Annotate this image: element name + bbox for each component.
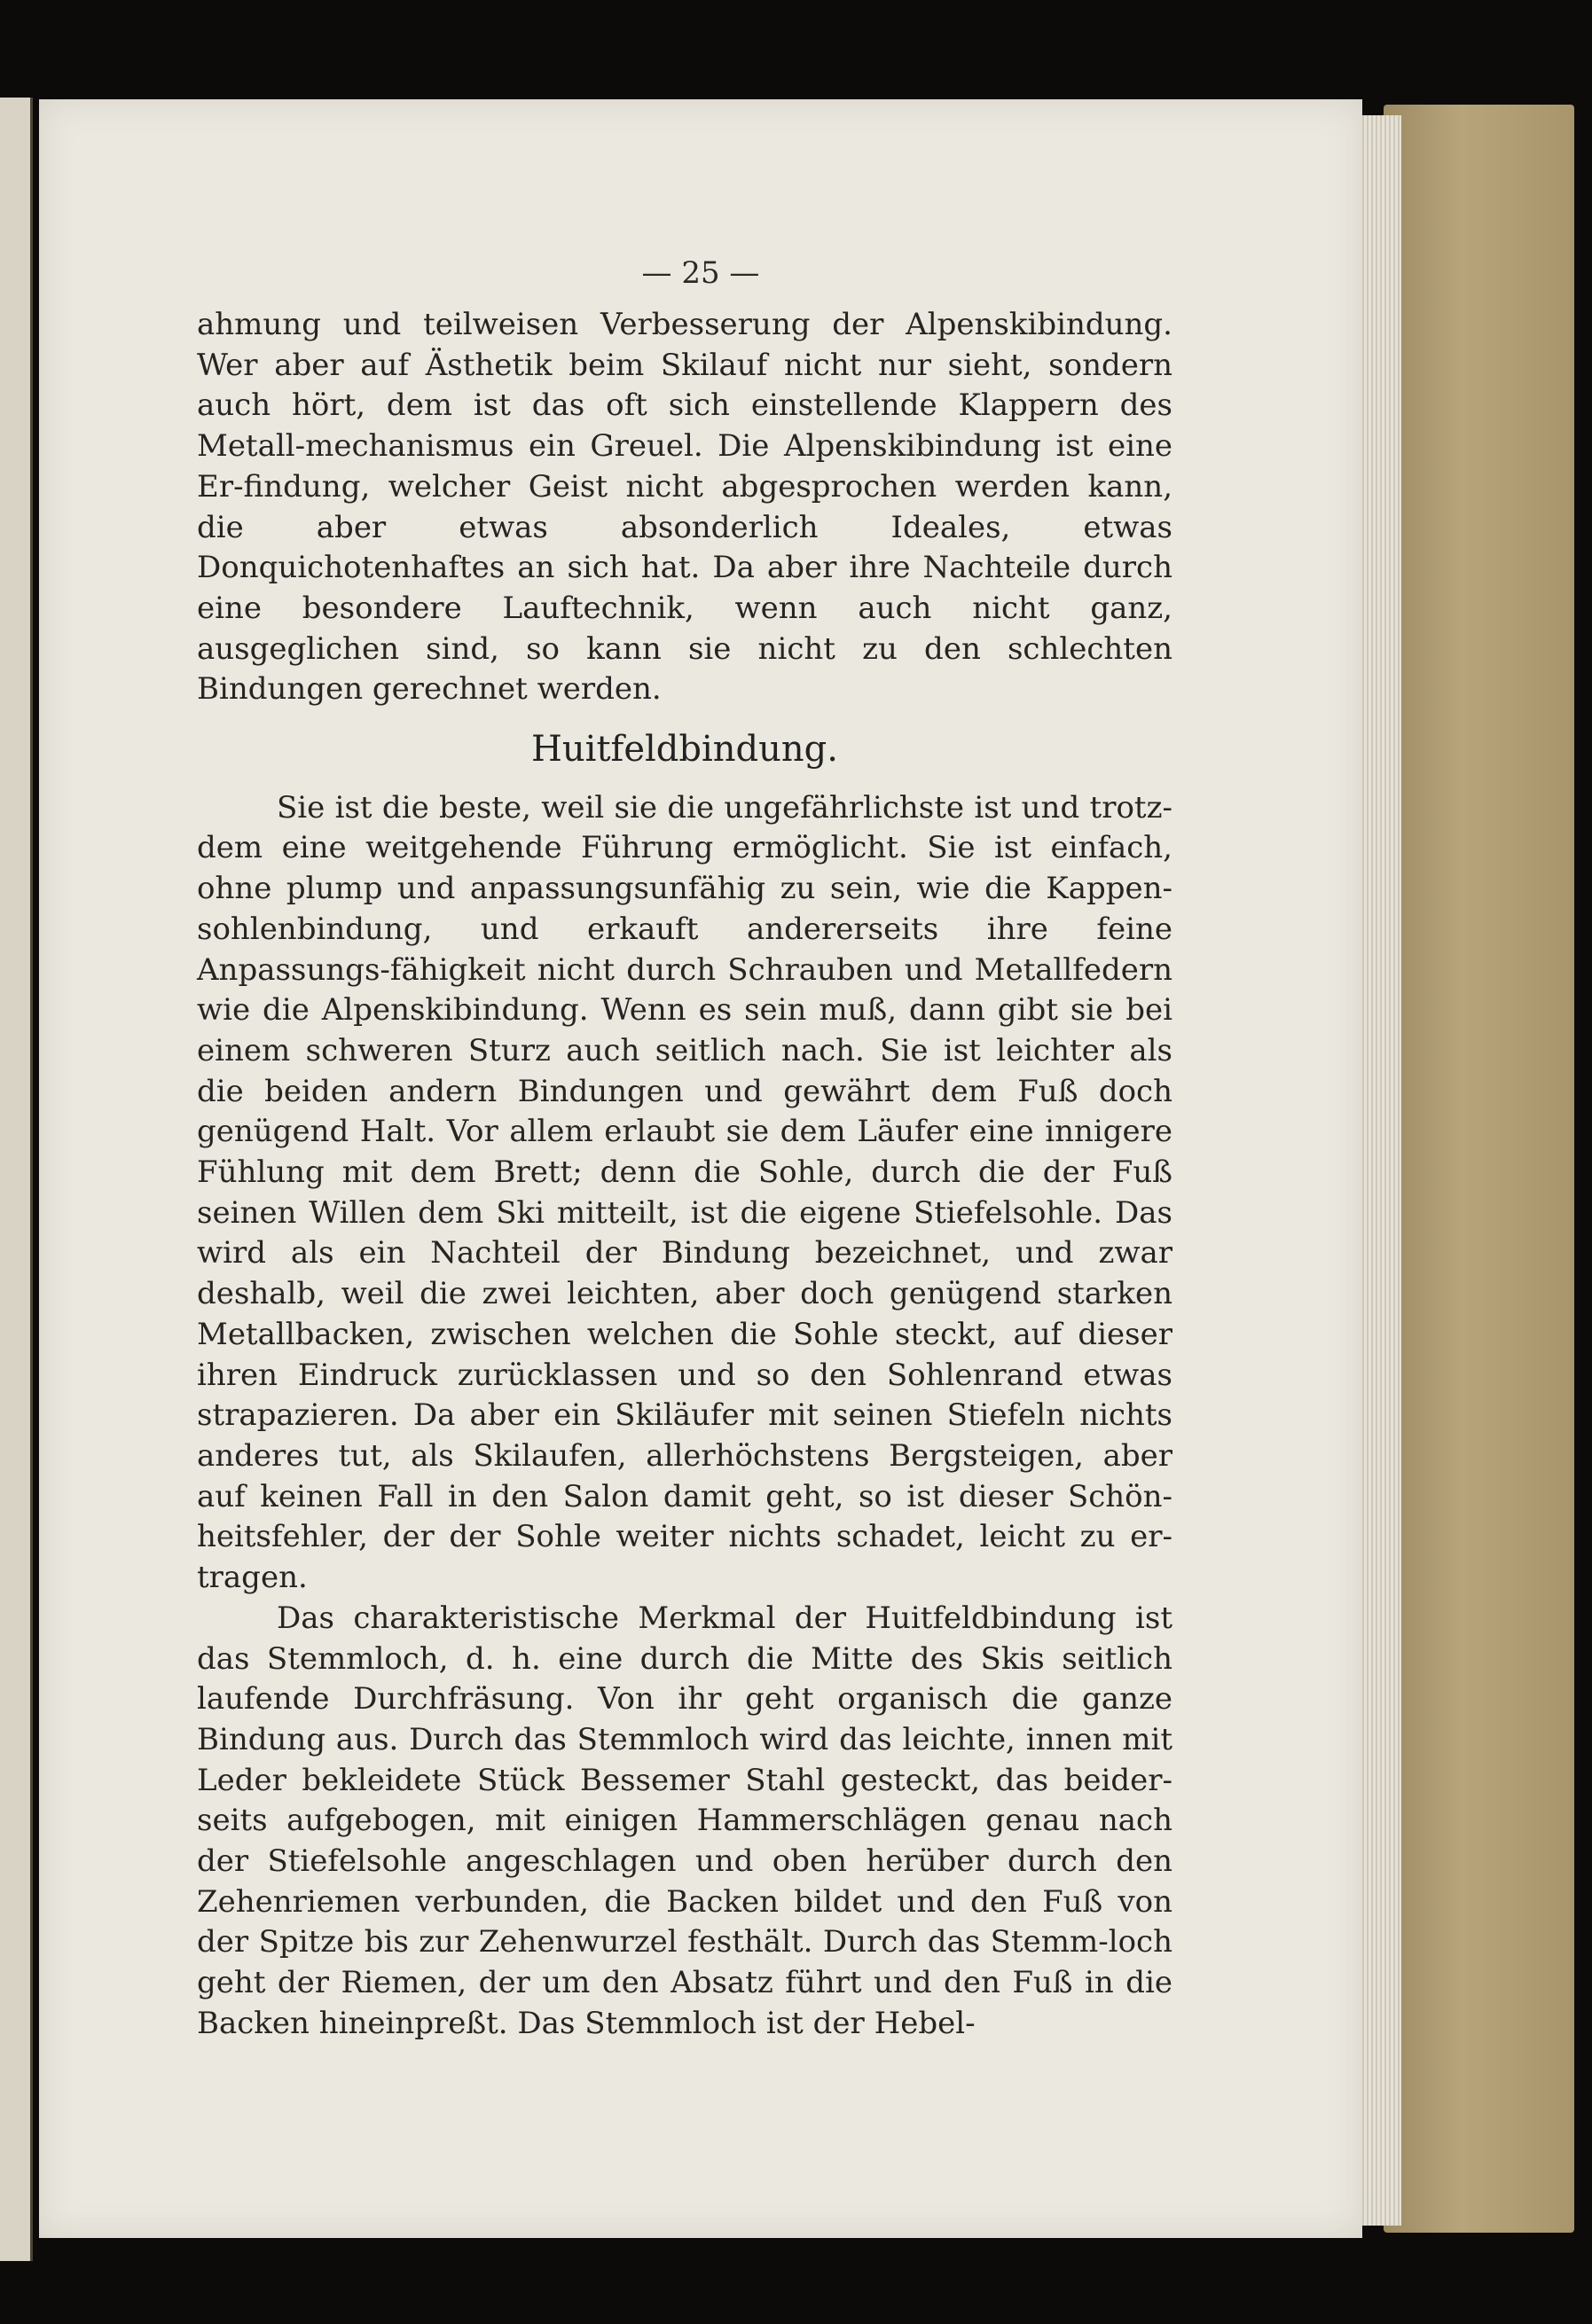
paragraph-1: ahmung und teilweisen Verbesserung der Alpenskibindung. Wer aber auf Ästhetik beim Skilauf nicht nur sieht, sondern auch hört, dem ist das oft sich einstellende Klappern des Metall-mechanismus ein Greuel. Die Alpenskibindung ist eine Er-findung, welcher Geist nicht abgesprochen werden kann, die aber etwas absonderlich Ideales, etwas Donquichotenhaftes an sich hat. Da aber ihre Nachteile durch eine besondere Lauftechnik, wenn auch nicht ganz, ausgeglichen sind, so kann sie nicht zu den schlechten Bindungen gerechnet werden.: [197, 307, 1172, 708]
paragraph-3: Das charakteristische Merkmal der Huitfeldbindung ist das Stemmloch, d. h. eine durch die Mitte des Skis seitlich laufende Durchfräsung. Von ihr geht organisch die ganze Bindung aus. Durch das Stemmloch wird das leichte, innen mit Leder bekleidete Stück Bessemer Stahl gesteckt, das beider-seits aufgebogen, mit einigen Hammerschlägen genau nach der Stiefelsohle angeschlagen und oben herüber durch den Zehenriemen verbunden, die Backen bildet und den Fuß von der Spitze bis zur Zehenwurzel festhält. Durch das Stemm-loch geht der Riemen, der um den Absatz führt und den Fuß in die Backen hineinpreßt. Das Stemmloch ist der Hebel-: [197, 1600, 1172, 2041]
text-block: [197, 305, 1172, 2045]
section-heading: Huitfeldbindung.: [531, 729, 838, 771]
page-number: — 25 —: [641, 255, 760, 291]
paragraph-2: Sie ist die beste, weil sie die ungefährlichste ist und trotz-dem eine weitgehende Führung ermöglicht. Sie ist einfach, ohne plump und anpassungsunfähig zu sein, wie die Kappen-sohlenbindung, und erkauft andererseits ihre feine Anpassungs-fähigkeit nicht durch Schrauben und Metallfedern wie die Alpenskibindung. Wenn es sein muß, dann gibt sie bei einem schweren Sturz auch seitlich nach. Sie ist leichter als die beiden andern Bindungen und gewährt dem Fuß doch genügend Halt. Vor allem erlaubt sie dem Läufer eine innigere Fühlung mit dem Brett; denn die Sohle, durch die der Fuß seinen Willen dem Ski mitteilt, ist die eigene Stiefelsohle. Das wird als ein Nachteil der Bindung bezeichnet, und zwar deshalb, weil die zwei leichten, aber doch genügend starken Metallbacken, zwischen welchen die Sohle steckt, auf dieser ihren Eindruck zurücklassen und so den Sohlenrand etwas strapazieren. Da aber ein Skiläufer mit seinen Stiefeln nichts anderes tut, als Skilaufen, allerhöchstens Bergsteigen, aber auf keinen Fall in den Salon damit geht, so ist dieser Schön-heitsfehler, der der Sohle weiter nichts schadet, leicht zu er-tragen.: [197, 789, 1172, 1596]
left-page-edge: [0, 98, 33, 2261]
book-cover: [1384, 105, 1574, 2233]
book-page: [39, 99, 1362, 2238]
